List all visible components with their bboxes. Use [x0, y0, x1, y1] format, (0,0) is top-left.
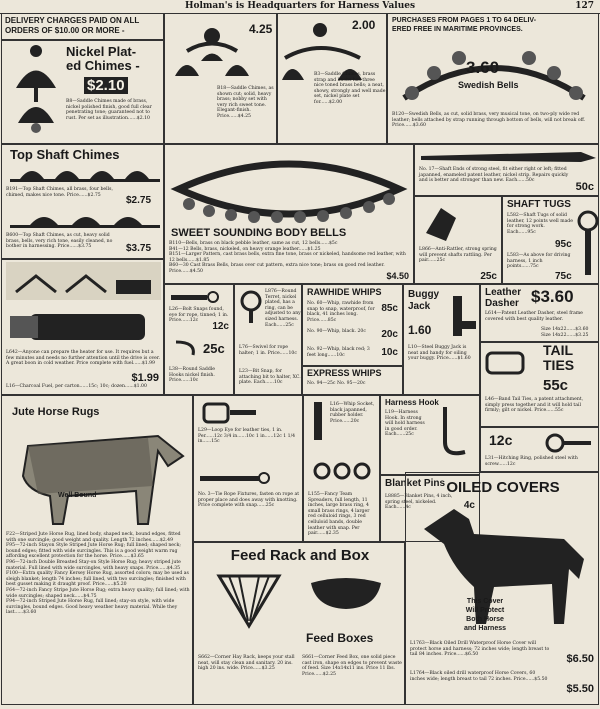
delivery-line-1: DELIVERY CHARGES PAID ON ALL — [5, 16, 140, 25]
round-hooks-desc: L38—Round Saddle Hooks nickel finish. Price......10c — [169, 367, 215, 384]
page-title: Holman's is Headquarters for Harness Values — [184, 1, 416, 11]
feed-rack-title: Feed Rack and Box — [230, 547, 370, 564]
whip-socket-image — [308, 402, 328, 442]
swivel-desc: L76—Swivel for rope halter; 1 in. Price......10c — [239, 345, 297, 356]
bolt-snap-price: 12c — [212, 321, 229, 332]
rawhide-price-3: 10c — [381, 347, 398, 358]
tail-ties-block — [480, 342, 599, 427]
heater-desc: L642—Anyone can prepare the heater for use. It requires but a few minutes and needs no further attention until the drive is over. A great boon in cold weather. Price complete with fuel......$1.99 — [6, 350, 161, 367]
dasher-title-1: Leather — [485, 287, 522, 298]
buggy-title-1: Buggy — [408, 289, 440, 300]
oiled-title: OILED COVERS — [446, 479, 560, 496]
shaft-tugs-price: 95c — [555, 239, 572, 250]
terret-swivel-block — [234, 284, 302, 395]
heater-price: $1.99 — [131, 372, 159, 384]
shaft-tugs-price-2: 75c — [555, 271, 572, 282]
nickel-title-2: ed Chimes - — [66, 58, 140, 73]
swedish-desc: B120—Swedish Bells, as cut, solid brass, very musical tone, on two-ply wide red leather; bells attached by strap running through bottom of bells, will not break off. Price......$3.60 — [392, 112, 586, 129]
saddle-200-desc: B3—Saddle Chimes, brass strap and knobs has three nice toned brass bells; a neat, showy, strongly and well made set, nickel plate set for......$2.00 — [314, 72, 386, 105]
rawhide-item-3: No. 92—Whip, black red; 3 feet long......10c — [307, 347, 370, 358]
top-shaft-chimes-block — [1, 144, 164, 259]
oiled-note-4: and Harness — [464, 625, 507, 632]
hitching-ring-image — [543, 432, 593, 454]
nickel-desc: B8—Saddle Chimes made of brass, nickel polished finish, good full clear penetrating tone; guaranteed not to rust. Per set as illustration......$2.10 — [66, 99, 152, 121]
top-shaft-image-2 — [10, 209, 160, 231]
tail-tie-image — [485, 349, 525, 379]
horse-rugs-title: Jute Horse Rugs — [12, 406, 100, 418]
snap-hook-block — [164, 284, 234, 395]
feed-box-image — [306, 573, 386, 613]
feed-box-title: Feed Boxes — [306, 631, 374, 645]
loop-eye-desc: L29—Loop Eye for leather ties, 1 in. Per......12c 3/4 in......10c 1 in......12c 1 1/4 in......15c — [198, 428, 296, 445]
body-bells-price: $4.50 — [386, 271, 409, 281]
dasher-size-2: Size 14x22......$3.25 — [541, 332, 589, 338]
harness-hook-title: Harness Hook — [385, 398, 439, 407]
terret-desc: L876—Round Terret, nickel plated, has a ring, can be adjusted to any sized harness. Each......25c — [265, 289, 301, 328]
blanket-pins-title: Blanket Pins — [385, 478, 446, 489]
body-bells-item-2: B41—12 Bells, brass, nickeled, on heavy orange leather......$1.25 — [169, 246, 321, 252]
delivery-notice — [1, 14, 164, 40]
whip-socket-block — [303, 395, 380, 542]
loop-eye-block — [193, 395, 303, 542]
horse-rug-item-2: F95—72-inch Stayon Style Striped Jute Horse Rug; full lined; shaped neck; bound edges; fitted with wide surcingles. This is a good weight warm rug affording excellent protection for the horse. Price......$3.65 — [6, 543, 181, 560]
nickel-chimes-block — [1, 40, 164, 144]
anti-rattler-desc: L866—Anti-Rattler, strong spring will prevent shafts rattling. Per pair......25c — [419, 247, 497, 264]
hay-rack-image — [214, 571, 284, 631]
shaft-ends-price: 50c — [575, 181, 594, 193]
dasher-block — [480, 284, 599, 342]
buggy-big-price: 1.60 — [408, 323, 432, 337]
body-bells-item-4: B60—30 Cast Brass Bells, brass over cut pattern, extra nice tone; brass on good red leather. Price......$4.50 — [169, 263, 385, 274]
buggy-desc: L10—Steel Buggy Jack is neat and handy for oiling your buggy. Price......$1.60 — [408, 345, 471, 362]
rawhide-item-1: No. 60—Whip, rawhide from snap to snap, waterproof, for black, 41 inches long. Price......85c — [307, 301, 375, 323]
dasher-title-2: Dasher — [485, 298, 519, 309]
spreaders-image — [312, 456, 372, 486]
oiled-note-2: Will Protect — [465, 607, 505, 614]
spreaders-desc: L155—Fancy Team Spreaders, full length, 11 inches, large brass ring, 4 small brass rings, 4 larger red celluloid rings, 3 red celluloid bands, double leather with snap. Per pair......$2.35 — [308, 492, 370, 537]
swedish-bells-block — [387, 14, 599, 144]
feed-box-desc: S661—Corner Feed Box, one solid piece cast iron, shape on edges to prevent waste of feed. Size 14x14x11 ins. Price 11 lbs. Price......$2.25 — [302, 655, 402, 677]
hitching-ring-block — [480, 427, 599, 472]
bolt-snap-desc: L26—Bolt Snaps found, eye for rope, tinned; 1 in. Price......12c — [169, 307, 229, 324]
rawhide-item-2: No. 90—Whip, black. 20c — [307, 329, 366, 334]
bit-snap-desc: L23—Bit Snap, for attaching bit to halter, XC. plate. Each......10c — [239, 369, 301, 386]
express-title: EXPRESS WHIPS — [307, 368, 382, 378]
shaft-tugs-block — [502, 196, 599, 284]
horse-rugs-label: Well Bound — [58, 492, 97, 499]
horse-rug-item-4: F100—Extra quality Fancy Kersey Horse Rug, assorted colors; may be used as sleigh blanket; length 74 inches; full lined, with two surcingles; finished with best gusset making it draught proof. Price......$5.20 — [6, 571, 189, 588]
hitching-desc: L31—Hitching Ring, polished steel with screw......12c — [485, 456, 578, 467]
bolt-snap-image — [171, 289, 221, 305]
oiled-note-1: This Cover — [466, 598, 504, 605]
shaft-tug-image — [577, 209, 599, 279]
hitching-price: 12c — [489, 432, 513, 448]
shaft-end-image — [421, 148, 596, 164]
swedish-price: 3.60 — [466, 58, 500, 77]
shaft-tugs-desc-2: L583—As above for driving harness, 1 inch points......75c — [507, 253, 571, 270]
oiled-desc-2: L1764—Black oiled drill waterproof Horse Covers, 60 inches wide; length breast to tail 72 inches. Price......$5.50 — [410, 671, 548, 682]
harness-hook-desc: L19—Harness Hook. In strong will hold harness in good order. Each......25c — [385, 410, 425, 438]
blanket-pins-price: 4c — [463, 500, 475, 511]
horse-rug-item-1: F22—Striped Jute Horse Rug, lined body, shaped neck, bound edges, fitted with one surcingle; good weight and quality. Length 72 inches......$2.49 — [6, 532, 181, 543]
anti-rattler-block — [414, 196, 502, 284]
express-desc: No. 94—25c No. 95—20c — [307, 381, 366, 386]
saddle-chimes-425 — [164, 14, 277, 144]
top-shaft-image-1 — [10, 163, 160, 185]
rawhide-title: RAWHIDE WHIPS — [307, 287, 382, 297]
feed-rack-block — [193, 542, 405, 705]
body-bells-item-1: B110—Bells, brass on black pebble leather, same as cut, 12 bells......$5c — [169, 241, 338, 246]
oiled-desc: L1763—Black Oiled Drill Waterproof Horse Cover will protect horse and harness; 72 inches wide; length breast to tail 84 inches. Price......$6.50 — [410, 641, 550, 658]
shaft-ends-desc: No. 17—Shaft Ends of strong steel, fit either right or left; fitted japanned, enameled patent leather, nickel strip. Repairs quickly and is better and stronger than new. Each......50c — [419, 167, 569, 184]
dasher-desc: L614—Patent Leather Dasher, steel frame covered with best quality leather. — [485, 311, 583, 322]
shaft-tugs-desc: L582—Shaft Tugs of solid leather, 12 points well made for strong work. Each......95c — [507, 213, 573, 235]
tail-price: 55c — [543, 377, 569, 394]
sleigh-scene-image — [6, 262, 161, 302]
horse-rugs-block — [1, 395, 193, 705]
saddle-425-desc: B18—Saddle Chimes, as shown cut; solid, heavy brass; nobby set with very rich sweet tone. Elegant-finish. Price......$4.25 — [217, 86, 274, 119]
dasher-size-1: Size 14x22......$3.60 — [541, 327, 589, 332]
buggy-jack-image — [448, 291, 478, 341]
terret-image — [239, 289, 263, 325]
heater-image — [10, 306, 150, 346]
hay-rack-desc: S662—Corner Hay Rack, keeps your stall neat, will stay clean and sanitary. 20 ins. high 20 ins. wide. Price......$3.25 — [198, 655, 295, 672]
tail-title-2: TIES — [543, 357, 575, 373]
harness-hook-image — [435, 402, 475, 462]
purchases-line-1: PURCHASES FROM PAGES 1 TO 64 DELIV- — [392, 17, 537, 24]
body-bells-block — [164, 144, 414, 284]
rawhide-price-1: 85c — [381, 303, 398, 314]
dasher-price: $3.60 — [531, 287, 574, 306]
page-number: 127 — [575, 1, 594, 11]
body-bells-title: SWEET SOUNDING BODY BELLS — [171, 227, 347, 239]
buggy-jack-block — [403, 284, 480, 395]
nickel-title-1: Nickel Plat- — [66, 44, 137, 59]
buggy-title-2: Jack — [408, 301, 431, 312]
horse-rug-item-3: F96—72-inch Double Breasted Stay-on Style Horse Rug; heavy striped jute material. Full lined with wide surcingles, with heavy snaps. Price......$4.35 — [6, 559, 181, 571]
horse-rug-image — [8, 416, 188, 526]
whip-socket-desc: L16—Whip Socket, black japanned, rubber holder. Price......20c — [330, 402, 375, 424]
express-whips-block — [302, 366, 403, 395]
oiled-price: $6.50 — [566, 653, 594, 665]
rawhide-price-2: 20c — [381, 329, 398, 340]
anti-rattler-image — [421, 203, 461, 243]
swedish-label: Swedish Bells — [458, 80, 519, 90]
shaft-ends-block — [414, 144, 599, 196]
heater-block — [1, 259, 164, 395]
rope-tie-image — [200, 468, 270, 488]
saddle-chimes-200 — [277, 14, 387, 144]
oiled-covers-block — [405, 472, 599, 705]
horse-rug-item-5: F64—72-inch Fancy Stripe Jute Horse Rug; extra heavy quality; full lined; with wide surcingles; shaped neck......$4.75 — [6, 587, 190, 599]
rawhide-whips-block — [302, 284, 403, 366]
heater-fuel: L16—Charcoal Fuel, per carton......15c; 10c; dozen......$1.00 — [6, 384, 147, 389]
rope-tie-desc: No. 3—Tie Rope Fixtures, fasten on rope at proper place and does away with knotting. Price complete with snap......25c — [198, 492, 300, 509]
delivery-line-2: ORDERS OF $10.00 OR MORE - — [5, 26, 125, 35]
harness-hook-block — [380, 395, 480, 475]
top-shaft-item-2: B600—Top Shaft Chimes, as cut, heavy solid brass, bells, very rich tone, easily cleaned, no bother in harnessing. Price......$3.75 — [6, 233, 113, 250]
saddle-chimes-image — [6, 43, 66, 138]
oiled-price-2: $5.50 — [566, 683, 594, 695]
top-shaft-price-1: $2.75 — [126, 195, 152, 206]
page-header — [0, 0, 600, 14]
blanket-pins-desc: L8885—Blanket Pins, 4 inch, spring steel, nickeled. Each......4c — [385, 494, 453, 511]
tail-desc: L46—Band Tail Ties, a patent attachment, simply press together and it will hold tail firmly; gilt or nickel. Price......55c — [485, 397, 584, 414]
body-bells-item-3: B151—Larger Pattern, cast brass bells, extra fine tone, brass or nickeled, handsome red leather, with 12 bells......$1.85 — [169, 252, 406, 263]
nickel-price: $2.10 — [84, 77, 128, 94]
body-bells-image — [169, 149, 409, 229]
rod-hook-image — [171, 337, 201, 361]
top-shaft-item-1: B191—Top Shaft Chimes, all brass, four bells, chimed, makes nice tone. Price......$2.75 — [6, 187, 113, 198]
oiled-note-3: Both Horse — [466, 616, 504, 623]
horse-rug-item-6: F94—72-inch Striped Jute Horse Rug, full lined; stay-on style, with wide surcingles, bound edges. Good heavy weather heavy material. While they last......$3.60 — [6, 599, 178, 616]
anti-rattler-price: 25c — [480, 271, 497, 282]
shaft-tugs-title: SHAFT TUGS — [507, 199, 571, 210]
top-shaft-title: Top Shaft Chimes — [10, 147, 120, 162]
tail-title-1: TAIL — [543, 342, 574, 358]
saddle-200-price: 2.00 — [352, 18, 376, 32]
saddle-425-price: 4.25 — [249, 22, 273, 36]
top-shaft-price-2: $3.75 — [126, 243, 152, 254]
loop-eye-image — [200, 400, 260, 426]
rod-hook-price: 25c — [203, 341, 225, 356]
purchases-line-2: ERED FREE IN MARITIME PROVINCES. — [392, 26, 523, 33]
